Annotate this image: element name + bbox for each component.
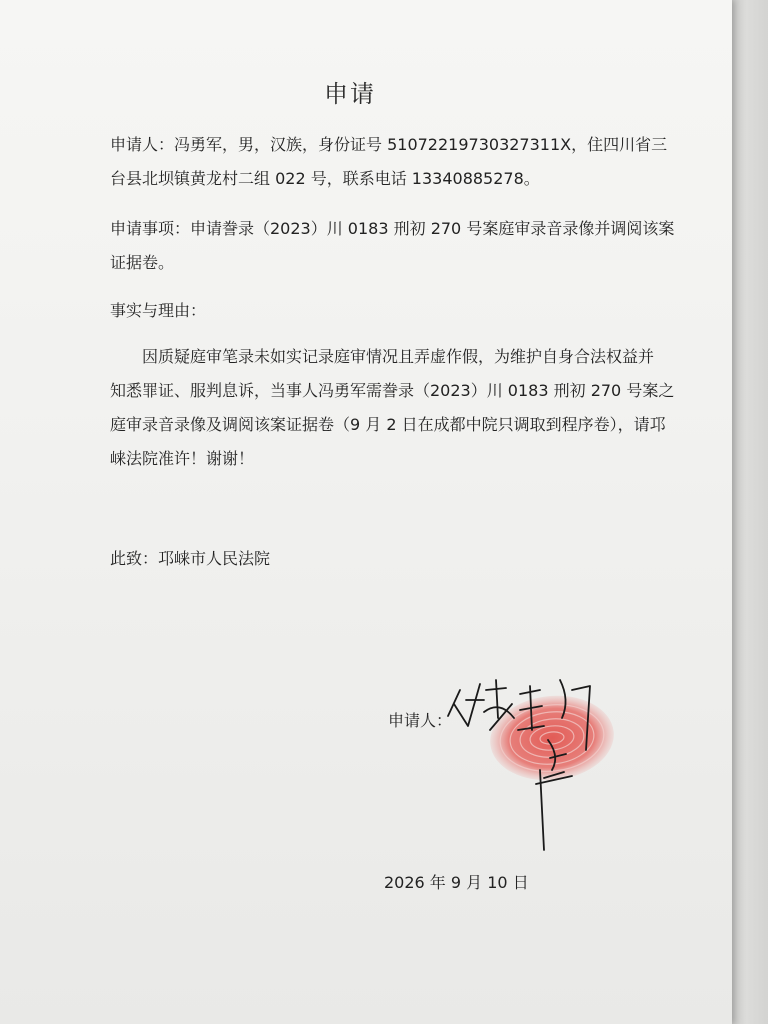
request-paragraph bbox=[110, 212, 674, 280]
addressee bbox=[110, 542, 270, 576]
applicant-line-1: 申请人：冯勇军，男，汉族，身份证号 51072219730327311X，住四川省三 bbox=[110, 135, 668, 154]
facts-line-2: 知悉罪证、服判息诉，当事人冯勇军需誊录（2023）川 0183 刑初 270 号案之 bbox=[110, 381, 675, 400]
request-line-1: 申请事项：申请誊录（2023）川 0183 刑初 270 号案庭审录音录像并调阅该案 bbox=[110, 219, 675, 238]
paper-edge-shadow bbox=[732, 0, 768, 1024]
request-line-2: 证据卷。 bbox=[110, 253, 175, 272]
facts-heading bbox=[110, 294, 206, 328]
facts-line-3: 庭审录音录像及调阅该案证据卷（9 月 2 日在成都中院只调取到程序卷），请邛 bbox=[110, 415, 666, 434]
facts-line-1: 因质疑庭审笔录未如实记录庭审情况且弄虚作假，为维护自身合法权益并 bbox=[142, 347, 655, 366]
document-title: 申请 bbox=[324, 80, 376, 108]
signature-with-fingerprint bbox=[440, 660, 630, 860]
fingerprint-icon bbox=[486, 690, 618, 787]
applicant-line-2: 台县北坝镇黄龙村二组 022 号，联系电话 13340885278。 bbox=[110, 169, 540, 188]
addressee-text: 此致：邛崃市人民法院 bbox=[110, 549, 271, 568]
facts-paragraph bbox=[110, 340, 674, 476]
facts-line-4: 崃法院准许！谢谢！ bbox=[110, 449, 255, 468]
applicant-paragraph bbox=[110, 128, 667, 196]
signature-label: 申请人： bbox=[388, 711, 453, 730]
facts-heading-text: 事实与理由： bbox=[110, 301, 207, 320]
signature-date: 2026 年 9 月 10 日 bbox=[384, 873, 529, 892]
